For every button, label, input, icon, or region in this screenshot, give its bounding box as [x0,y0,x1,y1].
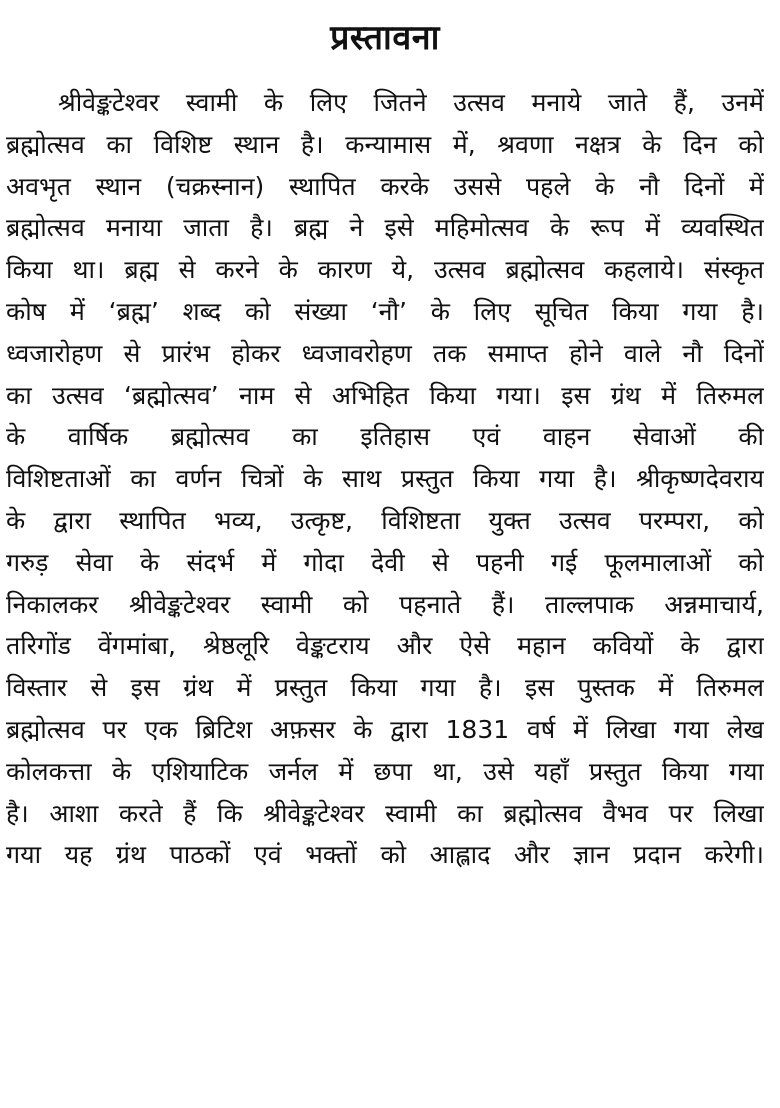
body-paragraph [6,82,764,876]
paragraph-line: ब्रह्मोत्सव पर एक ब्रिटिश अफ़सर के द्वारा 1831 वर्ष में लिखा गया लेख [6,714,764,744]
paragraph-line: अवभृत स्थान (चक्रस्नान) स्थापित करके उससे पहले के नौ दिनों में [6,171,764,201]
paragraph-line: है। आशा करते हैं कि श्रीवेङ्कटेश्वर स्वामी का ब्रह्मोत्सव वैभव पर लिखा [6,798,764,828]
page-title: प्रस्तावना [330,18,440,58]
paragraph-line: विशिष्टताओं का वर्णन चित्रों के साथ प्रस्तुत किया गया है। श्रीकृष्णदेवराय [6,464,764,494]
paragraph-line: श्रीवेङ्कटेश्वर स्वामी के लिए जितने उत्सव मनाये जाते हैं, उनमें [58,88,764,117]
paragraph-line: का उत्सव ‘ब्रह्मोत्सव’ नाम से अभिहित किया गया। इस ग्रंथ में तिरुमल [6,380,764,410]
paragraph-line: किया था। ब्रह्म से करने के कारण ये, उत्सव ब्रह्मोत्सव कहलाये। संस्कृत [6,255,764,285]
paragraph-line: ब्रह्मोत्सव मनाया जाता है। ब्रह्म ने इसे महिमोत्सव के रूप में व्यवस्थित [6,213,764,243]
paragraph-line: गया यह ग्रंथ पाठकों एवं भक्तों को आह्लाद और ज्ञान प्रदान करेगी। [6,840,764,870]
paragraph-line: कोलकत्ता के एशियाटिक जर्नल में छपा था, उसे यहाँ प्रस्तुत किया गया [6,756,764,786]
paragraph-line: ब्रह्मोत्सव का विशिष्ट स्थान है। कन्यामास में, श्रवणा नक्षत्र के दिन को [6,129,764,159]
paragraph-line: गरुड़ सेवा के संदर्भ में गोदा देवी से पहनी गई फूलमालाओं को [6,547,764,577]
paragraph-line: कोष में ‘ब्रह्म’ शब्द को संख्या ‘नौ’ के लिए सूचित किया गया है। [6,296,764,326]
paragraph-line: के द्वारा स्थापित भव्य, उत्कृष्ट, विशिष्टता युक्त उत्सव परम्परा, को [6,505,764,535]
paragraph-line: विस्तार से इस ग्रंथ में प्रस्तुत किया गया है। इस पुस्तक में तिरुमल [6,673,764,703]
paragraph-line: निकालकर श्रीवेङ्कटेश्वर स्वामी को पहनाते हैं। ताल्लपाक अन्नमाचार्य, [6,589,764,619]
paragraph-line: ध्वजारोहण से प्रारंभ होकर ध्वजावरोहण तक समाप्त होने वाले नौ दिनों [6,338,764,368]
paragraph-line: के वार्षिक ब्रह्मोत्सव का इतिहास एवं वाहन सेवाओं की [6,422,764,452]
paragraph-line: तरिगोंड वेंगमांबा, श्रेष्ठलूरि वेङ्कटराय और ऐसे महान कवियों के द्वारा [6,631,764,661]
